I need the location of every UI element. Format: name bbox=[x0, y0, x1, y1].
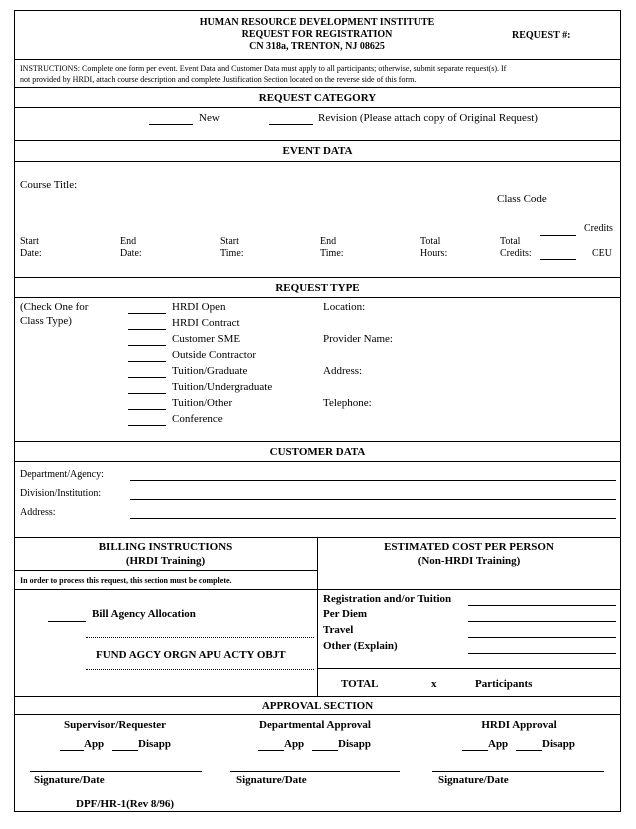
option-customer-sme: Customer SME bbox=[172, 333, 241, 345]
supervisor-disapp-label: Disapp bbox=[138, 738, 172, 750]
customer-data-title: CUSTOMER DATA bbox=[269, 446, 366, 458]
provider-name-label: Provider Name: bbox=[323, 333, 393, 345]
divider bbox=[14, 441, 621, 442]
outside-contractor-checkbox-line[interactable] bbox=[128, 361, 166, 362]
hrdi-disapp-line[interactable] bbox=[516, 750, 542, 751]
customer-address-input-line[interactable] bbox=[130, 518, 616, 519]
other-cost-line[interactable] bbox=[468, 653, 616, 654]
customer-sme-checkbox-line[interactable] bbox=[128, 345, 166, 346]
revision-checkbox-line[interactable] bbox=[269, 124, 313, 125]
start-date-label-2: Date: bbox=[20, 248, 42, 259]
provider-address-label: Address: bbox=[323, 365, 363, 377]
hrdi-contract-checkbox-line[interactable] bbox=[128, 329, 166, 330]
supervisor-app-line[interactable] bbox=[60, 750, 84, 751]
hrdi-app-line[interactable] bbox=[462, 750, 488, 751]
header-address: CN 318a, TRENTON, NJ 08625 bbox=[249, 41, 385, 52]
divider bbox=[14, 589, 621, 590]
option-tuition-other: Tuition/Other bbox=[172, 397, 233, 409]
departmental-signature-line[interactable] bbox=[230, 771, 400, 772]
hrdi-signature-label: Signature/Date bbox=[438, 774, 509, 786]
travel-cost-line[interactable] bbox=[468, 637, 616, 638]
end-date-label-2: Date: bbox=[120, 248, 142, 259]
divider bbox=[14, 161, 621, 162]
billing-subtitle: (HRDI Training) bbox=[125, 555, 206, 567]
request-type-title: REQUEST TYPE bbox=[275, 282, 360, 294]
ceu-label: CEU bbox=[592, 248, 612, 259]
request-category-title: REQUEST CATEGORY bbox=[258, 92, 377, 104]
departmental-column-title: Departmental Approval bbox=[259, 719, 371, 731]
location-label: Location: bbox=[323, 301, 366, 313]
divider bbox=[14, 570, 317, 571]
total-credits-label-2: Credits: bbox=[500, 248, 532, 259]
multiply-label: x bbox=[431, 678, 437, 690]
tuition-graduate-checkbox-line[interactable] bbox=[128, 377, 166, 378]
total-label: TOTAL bbox=[341, 678, 379, 690]
departmental-disapp-line[interactable] bbox=[312, 750, 338, 751]
option-hrdi-open: HRDI Open bbox=[172, 301, 226, 313]
end-time-label-1: End bbox=[320, 236, 337, 247]
cost-subtitle: (Non-HRDI Training) bbox=[417, 555, 521, 567]
supervisor-app-label: App bbox=[84, 738, 105, 750]
option-tuition-graduate: Tuition/Graduate bbox=[172, 365, 248, 377]
supervisor-signature-label: Signature/Date bbox=[34, 774, 105, 786]
total-credits-label-1: Total bbox=[500, 236, 521, 247]
new-option-label: New bbox=[199, 112, 220, 124]
department-input-line[interactable] bbox=[130, 480, 616, 481]
division-label: Division/Institution: bbox=[20, 488, 102, 499]
class-code-label: Class Code bbox=[497, 193, 547, 205]
customer-address-label: Address: bbox=[20, 507, 56, 518]
fund-codes-label: FUND AGCY ORGN APU ACTY OBJT bbox=[96, 649, 286, 661]
registration-cost-line[interactable] bbox=[468, 605, 616, 606]
check-one-note-2: Class Type) bbox=[20, 315, 72, 327]
tuition-other-checkbox-line[interactable] bbox=[128, 409, 166, 410]
divider bbox=[14, 87, 621, 88]
instructions-line2: not provided by HRDI, attach course description and complete Justification Section located on the reverse side of this form. bbox=[20, 75, 417, 84]
ceu-input-line[interactable] bbox=[540, 259, 576, 260]
hrdi-column-title: HRDI Approval bbox=[481, 719, 557, 731]
request-number-label: REQUEST #: bbox=[512, 30, 571, 41]
revision-option-label: Revision (Please attach copy of Original Request) bbox=[318, 112, 538, 124]
frame-right bbox=[620, 10, 621, 812]
departmental-disapp-label: Disapp bbox=[338, 738, 372, 750]
total-hours-label-1: Total bbox=[420, 236, 441, 247]
divider bbox=[14, 714, 621, 715]
start-date-label-1: Start bbox=[20, 236, 39, 247]
end-date-label-1: End bbox=[120, 236, 137, 247]
cost-item-per-diem: Per Diem bbox=[323, 608, 368, 620]
hrdi-open-checkbox-line[interactable] bbox=[128, 313, 166, 314]
credits-label: Credits bbox=[584, 223, 613, 234]
end-time-label-2: Time: bbox=[320, 248, 344, 259]
frame-bottom bbox=[14, 811, 621, 812]
billing-note: In order to process this request, this section must be complete. bbox=[20, 576, 232, 585]
bill-agency-checkbox-line[interactable] bbox=[48, 621, 86, 622]
option-tuition-undergraduate: Tuition/Undergraduate bbox=[172, 381, 273, 393]
divider bbox=[14, 461, 621, 462]
header-form-title: REQUEST FOR REGISTRATION bbox=[241, 29, 393, 40]
hrdi-app-label: App bbox=[488, 738, 509, 750]
divider bbox=[317, 668, 621, 669]
cost-item-registration: Registration and/or Tuition bbox=[323, 593, 452, 605]
total-hours-label-2: Hours: bbox=[420, 248, 448, 259]
credits-input-line[interactable] bbox=[540, 235, 576, 236]
division-input-line[interactable] bbox=[130, 499, 616, 500]
option-conference: Conference bbox=[172, 413, 223, 425]
tuition-undergraduate-checkbox-line[interactable] bbox=[128, 393, 166, 394]
divider bbox=[14, 297, 621, 298]
divider bbox=[14, 696, 621, 697]
divider bbox=[14, 59, 621, 60]
start-time-label-2: Time: bbox=[220, 248, 244, 259]
header-institute: HUMAN RESOURCE DEVELOPMENT INSTITUTE bbox=[199, 17, 435, 28]
department-label: Department/Agency: bbox=[20, 469, 104, 480]
billing-title: BILLING INSTRUCTIONS bbox=[98, 541, 233, 553]
supervisor-signature-line[interactable] bbox=[30, 771, 202, 772]
cost-title: ESTIMATED COST PER PERSON bbox=[384, 541, 554, 553]
supervisor-column-title: Supervisor/Requester bbox=[63, 719, 167, 731]
allocation-dotted-line bbox=[86, 637, 314, 638]
conference-checkbox-line[interactable] bbox=[128, 425, 166, 426]
form-id: DPF/HR-1(Rev 8/96) bbox=[76, 798, 175, 810]
participants-label: Participants bbox=[475, 678, 533, 690]
event-data-title: EVENT DATA bbox=[282, 145, 353, 157]
option-hrdi-contract: HRDI Contract bbox=[172, 317, 240, 329]
supervisor-disapp-line[interactable] bbox=[112, 750, 138, 751]
instructions-line1: INSTRUCTIONS: Complete one form per event. Event Data and Customer Data must apply to all participants; otherwise, submit separate request(s). If bbox=[20, 64, 507, 73]
divider bbox=[14, 277, 621, 278]
option-outside-contractor: Outside Contractor bbox=[172, 349, 257, 361]
start-time-label-1: Start bbox=[220, 236, 239, 247]
approval-title: APPROVAL SECTION bbox=[261, 700, 374, 712]
divider bbox=[14, 107, 621, 108]
departmental-signature-label: Signature/Date bbox=[236, 774, 307, 786]
departmental-app-line[interactable] bbox=[258, 750, 284, 751]
check-one-note-1: (Check One for bbox=[20, 301, 89, 313]
departmental-app-label: App bbox=[284, 738, 305, 750]
hrdi-signature-line[interactable] bbox=[432, 771, 604, 772]
bill-agency-allocation-label: Bill Agency Allocation bbox=[92, 608, 196, 620]
per-diem-cost-line[interactable] bbox=[468, 621, 616, 622]
cost-item-travel: Travel bbox=[323, 624, 354, 636]
fund-dotted-line bbox=[86, 669, 314, 670]
course-title-label: Course Title: bbox=[20, 179, 78, 191]
frame-left bbox=[14, 10, 15, 812]
cost-item-other: Other (Explain) bbox=[323, 640, 398, 652]
divider bbox=[14, 140, 621, 141]
frame-top bbox=[14, 10, 621, 11]
hrdi-disapp-label: Disapp bbox=[542, 738, 576, 750]
telephone-label: Telephone: bbox=[323, 397, 372, 409]
new-checkbox-line[interactable] bbox=[149, 124, 193, 125]
